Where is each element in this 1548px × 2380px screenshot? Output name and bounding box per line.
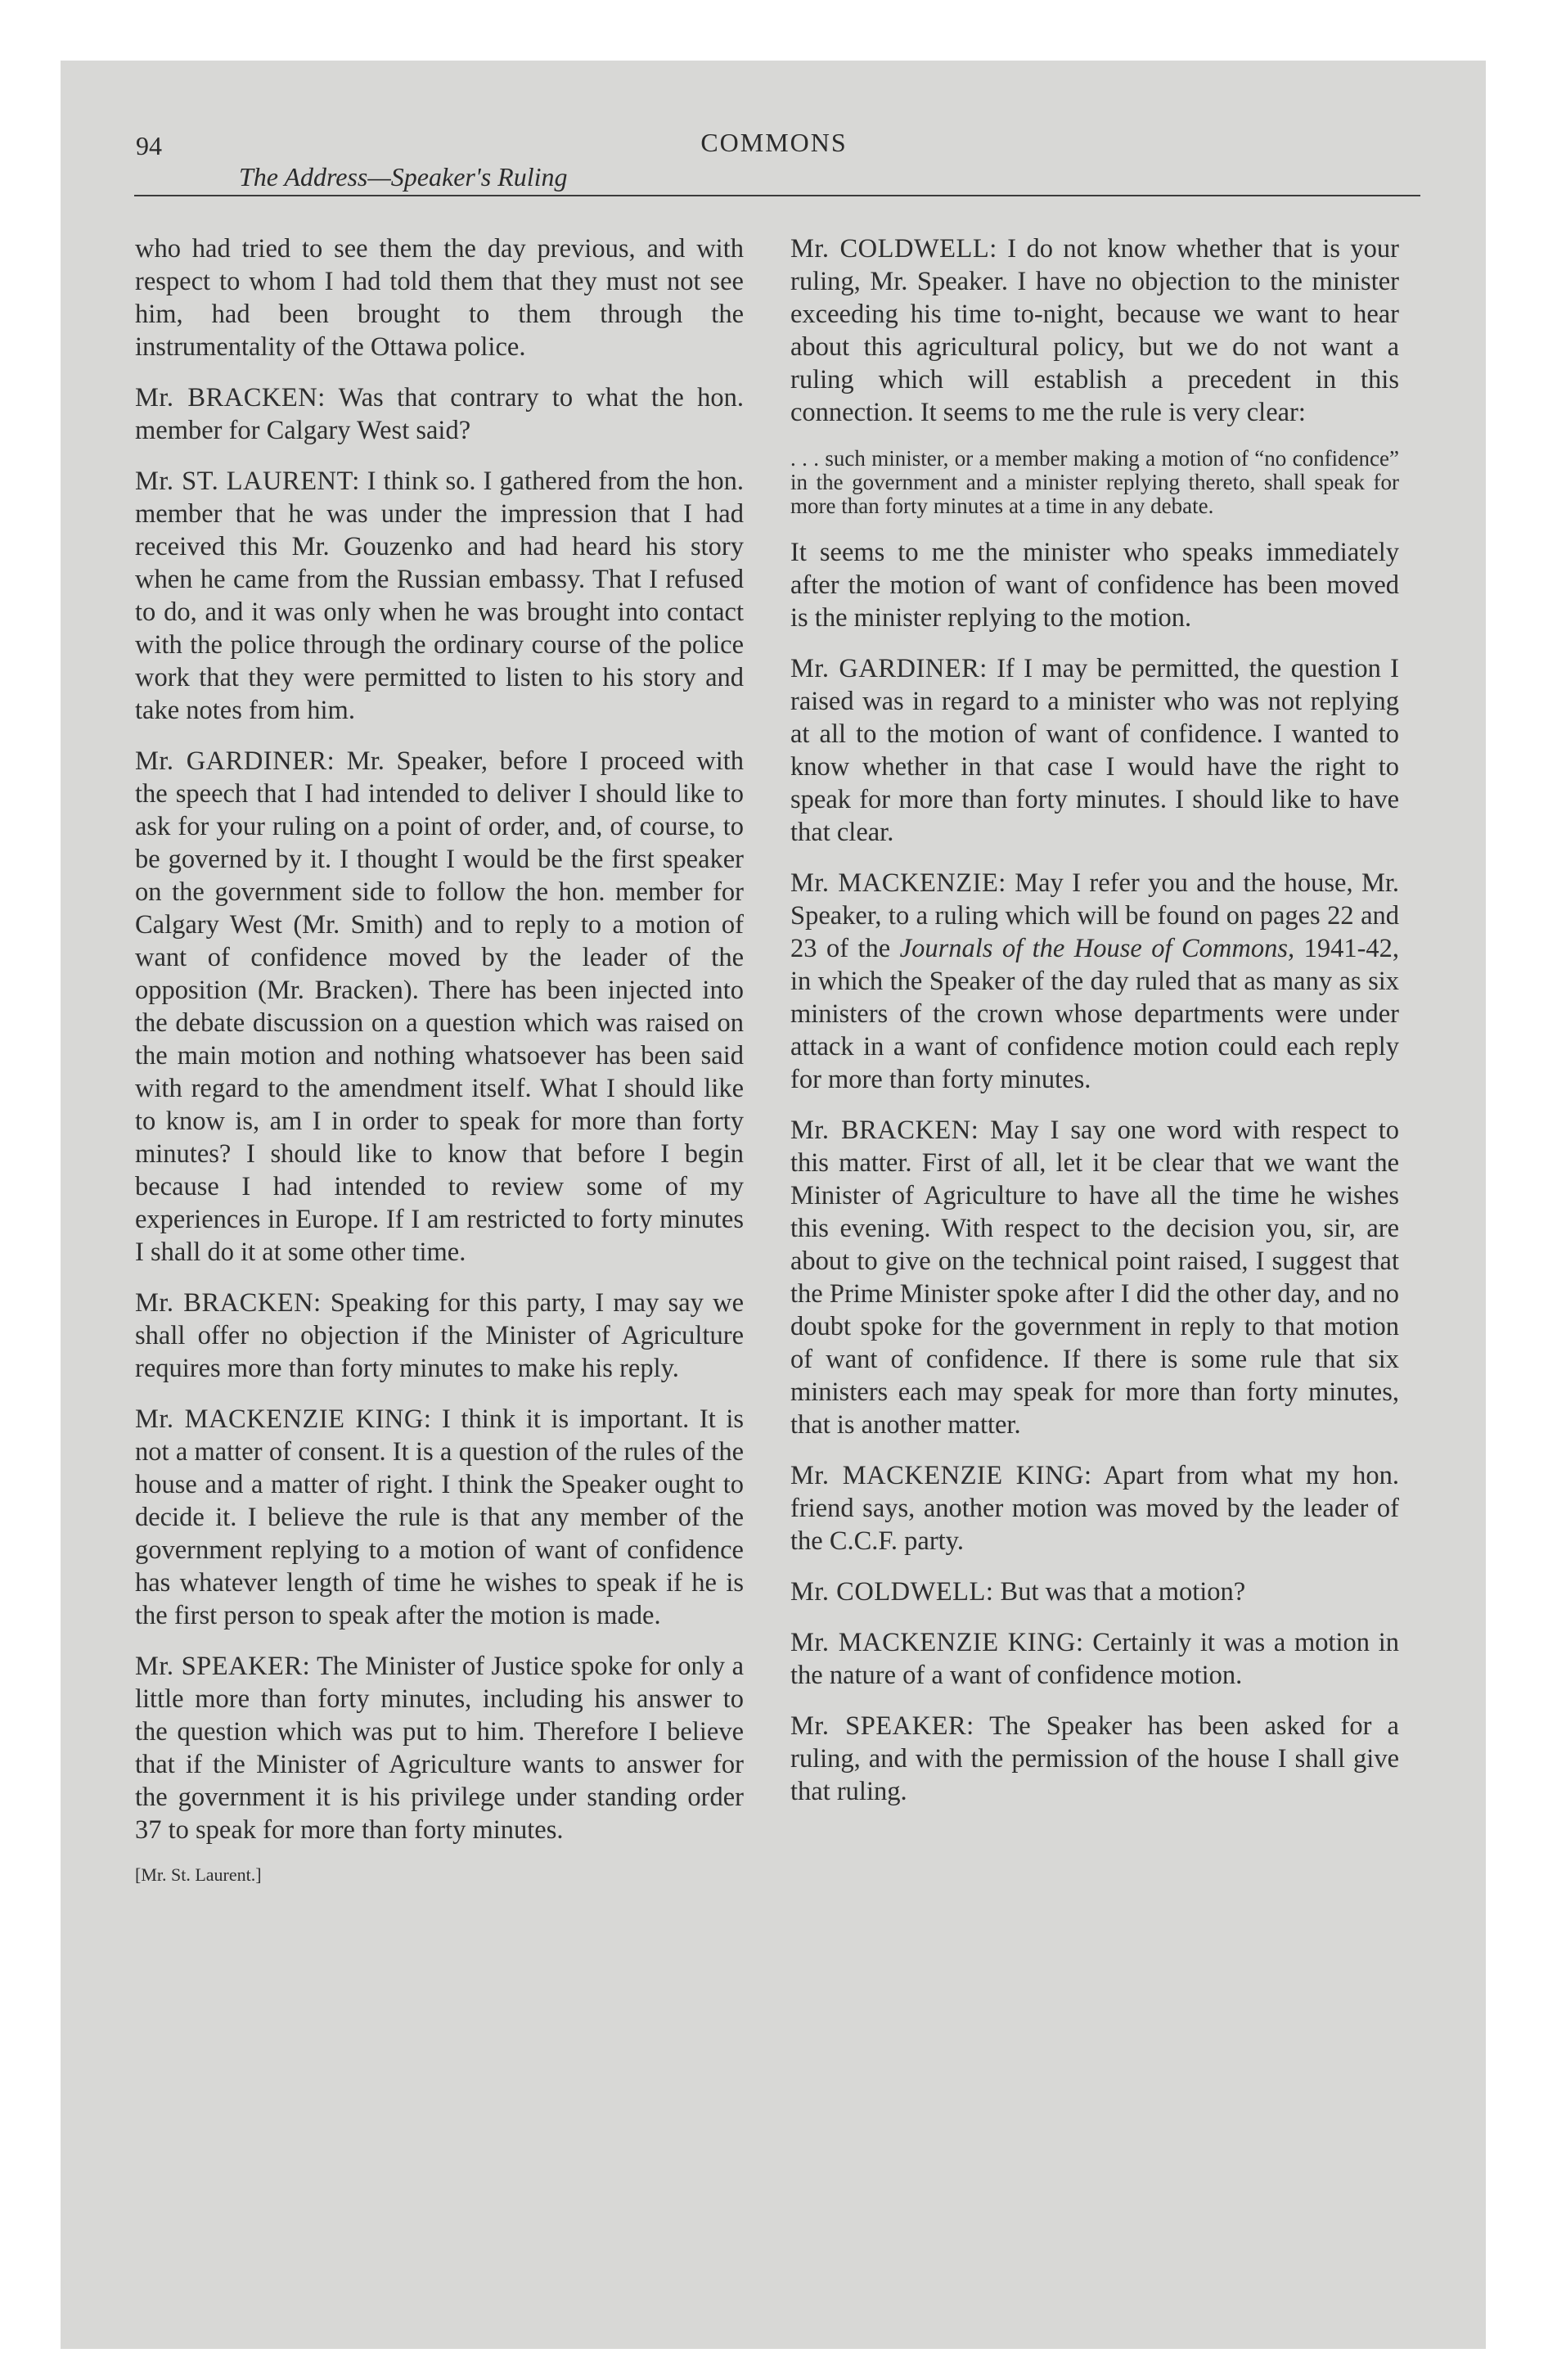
paragraph-text: I do not know whether that is your ruling, Mr. Speaker. I have no objection to the minister exceeding his time to-night, because we want to hear about this agricultural policy, but we do not want a ruling which will establish a precedent in this connection. It seems to me the rule is very clear:: [790, 234, 1400, 427]
paragraph-text: Was that contrary to what the hon. member for Calgary West said?: [135, 383, 744, 445]
right-column: [790, 232, 1399, 1826]
speaker-name: Mr. MACKENZIE KING:: [790, 1628, 1084, 1657]
header-rule: [134, 195, 1420, 196]
paragraph: [790, 1114, 1399, 1441]
paragraph-text: 1941-42, in which the Speaker of the day ruled that as many as six ministers of the crown whose departments were under attack in a want of confidence motion could each reply for more than forty minutes.: [790, 934, 1400, 1094]
paragraph: [790, 1626, 1399, 1692]
speaker-name: Mr. COLDWELL:: [790, 234, 997, 264]
section-title: The Address—Speaker's Ruling: [239, 162, 568, 192]
paragraph-text: who had tried to see them the day previous, and with respect to whom I had told them that they must not see him, had been brought to them through the instrumentality of the Ottawa police.: [135, 234, 744, 362]
paragraph: [135, 232, 744, 363]
running-head: COMMONS: [700, 128, 848, 157]
speaker-name: Mr. GARDINER:: [135, 746, 335, 776]
paragraph: [790, 1575, 1399, 1608]
paragraph-text: Mr. Speaker, before I proceed with the speech that I had intended to deliver I should like to ask for your ruling on a point of order, and, of course, to be governed by it. I thought I would be the first speaker on the government side to follow the hon. member for Calgary West (Mr. Smith) and to reply to a motion of want of confidence moved by the leader of the opposition (Mr. Bracken). There has been injected into the debate discussion on a question which was raised on the main motion and nothing whatsoever has been said with regard to the amendment itself. What I should like to know is, am I in order to speak for more than forty minutes? I should like to know that before I begin because I had intended to review some of my experiences in Europe. If I am restricted to forty minutes I shall do it at some other time.: [135, 746, 745, 1267]
speaker-name: Mr. BRACKEN:: [135, 383, 326, 412]
paragraph: [135, 1287, 744, 1385]
left-column: [135, 232, 744, 1886]
paragraph-text: May I refer you and the house, Mr. Speaker, to a ruling which will be found on pages 22 and 23 of the: [790, 868, 1400, 963]
paragraph-text: The Minister of Justice spoke for only a little more than forty minutes, including his answer to the question which was put to him. Therefore I believe that if the Minister of Agriculture wants to answer for the government it is his privilege under standing order 37 to speak for more than forty minutes.: [135, 1652, 745, 1845]
paragraph: [790, 1459, 1399, 1557]
paragraph-text: If I may be permitted, the question I raised was in regard to a minister who was not replying at all to the motion of want of confidence. I wanted to know whether in that case I would have the right to speak for more than forty minutes. I should like to have that clear.: [790, 654, 1399, 847]
speaker-name: Mr. MACKENZIE:: [790, 868, 1006, 898]
footer-note: [Mr. St. Laurent.]: [135, 1864, 262, 1885]
paragraph: [135, 465, 744, 727]
paragraph: [135, 1403, 744, 1632]
paragraph: [790, 867, 1399, 1096]
speaker-name: Mr. SPEAKER:: [135, 1652, 311, 1681]
paragraph: [790, 1710, 1399, 1808]
paragraph: [135, 1650, 744, 1846]
paragraph-text: Certainly it was a motion in the nature of a want of confidence motion.: [790, 1628, 1400, 1690]
paragraph: [790, 652, 1399, 849]
page-number: 94: [136, 131, 162, 160]
paragraph-text: It seems to me the minister who speaks immediately after the motion of want of confidence has been moved is the minister replying to the motion.: [790, 538, 1399, 633]
speaker-name: Mr. GARDINER:: [790, 654, 988, 683]
paragraph-text: I think it is important. It is not a matter of consent. It is a question of the rules of the house and a matter of right. I think the Speaker ought to decide it. I believe the rule is that any member of the government replying to a motion of want of confidence has whatever length of time he wishes to speak if he is the first person to speak after the motion is made.: [135, 1404, 745, 1630]
speaker-name: Mr. SPEAKER:: [790, 1711, 974, 1741]
paragraph-text: The Speaker has been asked for a ruling, and with the permission of the house I shall give that ruling.: [790, 1711, 1399, 1806]
paragraph-text: Apart from what my hon. friend says, another motion was moved by the leader of the C.C.F. party.: [790, 1461, 1399, 1556]
speaker-name: Mr. MACKENZIE KING:: [135, 1404, 432, 1434]
paragraph: [790, 536, 1399, 634]
paragraph: [135, 381, 744, 447]
speaker-name: Mr. MACKENZIE KING:: [790, 1461, 1092, 1490]
speaker-name: Mr. ST. LAURENT:: [135, 467, 360, 496]
paragraph-text: May I say one word with respect to this matter. First of all, let it be clear that we want the Minister of Agriculture to have all the time he wishes this evening. With respect to the decision you, sir, are about to give on the technical point raised, I suggest that the Prime Minister spoke after I did the other day, and no doubt spoke for the government in reply to that motion of want of confidence. If there is some rule that six ministers each may speak for more than forty minutes, that is another matter.: [790, 1116, 1399, 1440]
journal-title: Journals of the House of Commons,: [899, 934, 1295, 963]
paragraph-text: But was that a motion?: [1000, 1577, 1246, 1607]
paragraph-text: Speaking for this party, I may say we shall offer no objection if the Minister of Agriculture requires more than forty minutes to make his reply.: [135, 1288, 744, 1383]
speaker-name: Mr. COLDWELL:: [790, 1577, 994, 1607]
paragraph: [135, 745, 744, 1269]
paragraph-text: I think so. I gathered from the hon. member that he was under the impression that I had received this Mr. Gouzenko and had heard his story when he came from the Russian embassy. That I refused to do, and it was only when he was brought into contact with the police through the ordinary course of the police work that they were permitted to listen to his story and take notes from him.: [135, 467, 745, 725]
paragraph: [790, 232, 1399, 429]
speaker-name: Mr. BRACKEN:: [790, 1116, 979, 1145]
speaker-name: Mr. BRACKEN:: [135, 1288, 322, 1318]
block-quote: . . . such minister, or a member making a motion of “no confidence” in the government and a minister replying thereto, shall speak for more than forty minutes at a time in any debate.: [790, 446, 1399, 518]
